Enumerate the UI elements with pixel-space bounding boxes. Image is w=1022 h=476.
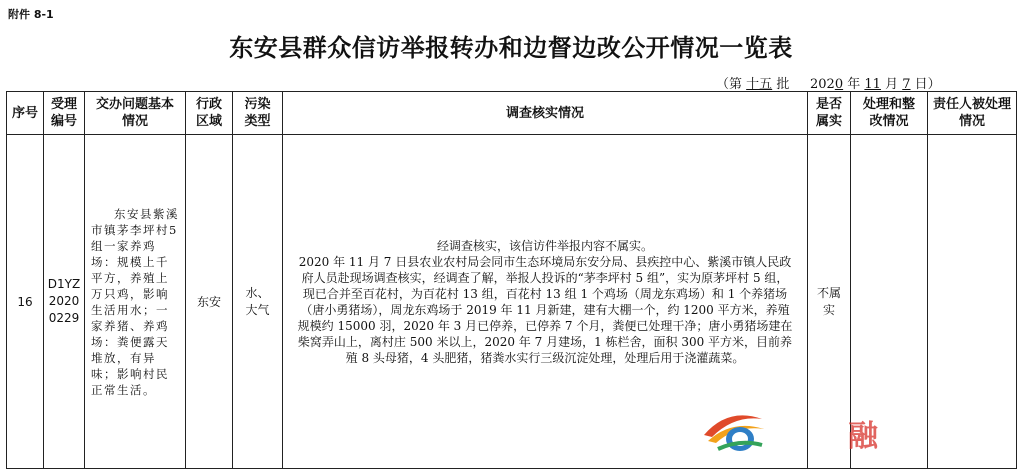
attachment-label: 附件 8-1 — [8, 8, 54, 21]
cell-no: 16 — [7, 135, 44, 469]
investigation-detail: 2020 年 11 月 7 日县农业农村局会同市生态环境局东安分局、县疾控中心、紫溪市镇人民政府人员赴现场调查核实，经调查了解，举报人投诉的“茅李坪村 5 组”，实为原茅坪村 5 组，现已合并至百花村，为百花村 13 组，百花村 13 组 1 个鸡场（周龙东鸡场）和 1 个养猪场（唐小勇猪场），周龙东鸡场于 2019 年 11 月新建，建有大棚一个，约 1200 平方米，养殖规模约 15000 羽，2020 年 3 月已停养，已停养 7 个月，粪便已处理干净；唐小勇猪场建在柴窝弄山上，离村庄 500 米以上，2020 年 7 月建场，1 栋栏舍，面积 300 平方米，目前养殖 8 头母猪，4 头肥猪，猪粪水实行三级沉淀处理，处理后用于浇灌蔬菜。 — [297, 254, 793, 365]
year-word: 年 — [847, 77, 861, 92]
cell-issue: 东安县紫溪市镇茅李坪村5组一家养鸡场：规模上千平方，养殖上万只鸡，影响生活用水；一家养猪、养鸡场：粪便露天堆放，有异味；影响村民正常生活。 — [85, 135, 186, 469]
month-word: 月 — [885, 77, 899, 92]
col-header-is-true: 是否属实 — [808, 92, 851, 135]
seal-watermark: 融 — [848, 419, 878, 454]
year-prefix: 202 — [810, 77, 835, 92]
month-value: 11 — [864, 77, 881, 92]
year-suffix: 0 — [834, 77, 844, 92]
batch-number: 十五 — [746, 77, 773, 92]
cell-region: 东安 — [186, 135, 233, 469]
col-header-region: 行政区域 — [186, 92, 233, 135]
col-header-pollution: 污染类型 — [233, 92, 283, 135]
cell-accountability — [928, 135, 1017, 469]
col-header-rectification: 处理和整改情况 — [851, 92, 928, 135]
batch-open: （第 — [716, 77, 743, 92]
cell-is-true: 不属实 — [808, 135, 851, 469]
col-header-accountability: 责任人被处理情况 — [928, 92, 1017, 135]
media-logo-icon — [698, 405, 768, 453]
col-header-case-id: 受理编号 — [44, 92, 85, 135]
col-header-no: 序号 — [7, 92, 44, 135]
col-header-issue: 交办问题基本情况 — [85, 92, 186, 135]
page-title: 东安县群众信访举报转办和边督边改公开情况一览表 — [229, 34, 793, 62]
investigation-conclusion: 经调查核实，该信访件举报内容不属实。 — [436, 238, 653, 253]
header-row — [7, 92, 1017, 135]
day-word: 日） — [914, 77, 941, 92]
cell-case-id: D1YZ20200229 — [44, 135, 85, 469]
batch-word: 批 — [776, 77, 790, 92]
batch-date-line — [716, 73, 941, 92]
day-value: 7 — [902, 77, 911, 92]
cell-pollution: 水、大气 — [233, 135, 283, 469]
col-header-investigation: 调查核实情况 — [283, 92, 808, 135]
